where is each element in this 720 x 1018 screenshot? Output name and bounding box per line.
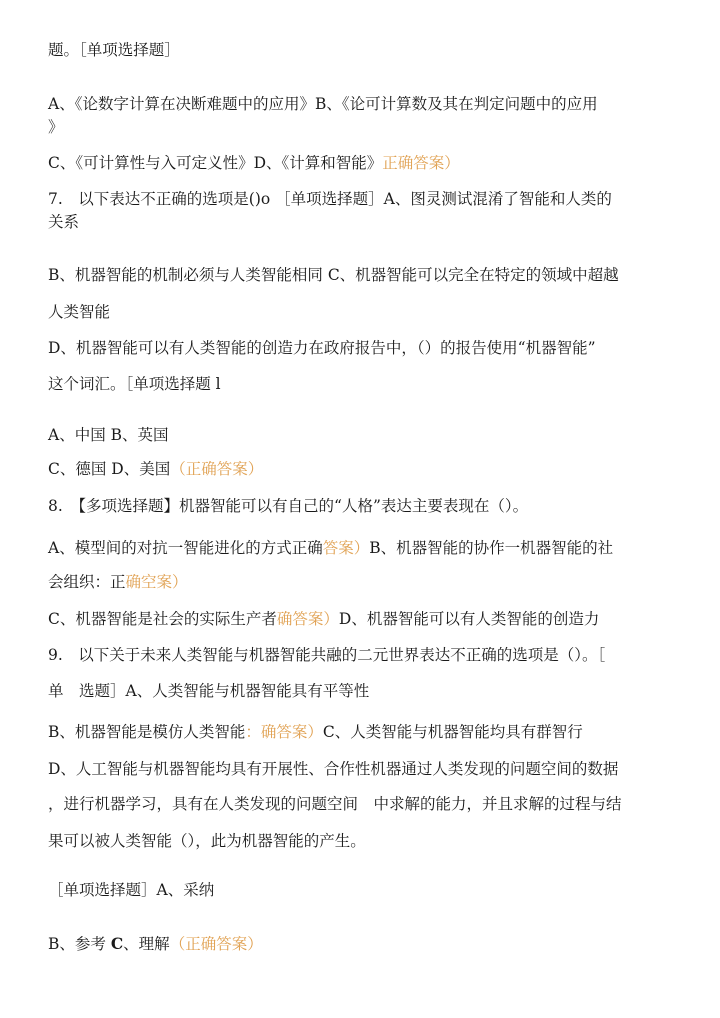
- line-9: D、机器智能可以有人类智能的创造力在政府报告中，（）的报告使用“机器智能”: [48, 339, 596, 357]
- line-11: A、中国 B、英国: [48, 426, 169, 444]
- line-16: [48, 609, 599, 629]
- line-6: 关系: [48, 213, 80, 231]
- line-8: 人类智能: [48, 303, 111, 321]
- line-4: [48, 153, 460, 173]
- correct-answer-mark: （正确答案）: [169, 935, 263, 953]
- option-text: C、人类智能与机器智能均具有群智行: [322, 723, 583, 741]
- correct-answer-mark: ：确答案）: [245, 723, 323, 741]
- line-3: 》: [48, 118, 64, 136]
- line-18: 单 选题］A、人类智能与机器智能具有平等性: [48, 682, 370, 700]
- question-8: 8. 【多项选择题】机器智能可以有自己的“人格”表达主要表现在（）。: [48, 497, 529, 515]
- line-12: [48, 459, 263, 479]
- correct-answer-mark: 确空案）: [125, 573, 188, 591]
- option-text: B、参考: [48, 935, 106, 953]
- option-text: B、机器智能的协作一机器智能的社: [369, 539, 614, 557]
- correct-answer-mark: 答案）: [322, 539, 370, 557]
- line-2: A、《论数字计算在决断难题中的应用》B、《论可计算数及其在判定问题中的应用: [48, 95, 598, 113]
- correct-answer-mark: （正确答案）: [170, 460, 264, 478]
- option-letter: C: [110, 934, 124, 953]
- option-text: A、模型间的对抗一智能进化的方式正确: [48, 539, 323, 557]
- line-1: 题。［单项选择题］: [48, 41, 180, 59]
- line-20: D、人工智能与机器智能均具有开展性、合作性机器通过人类发现的问题空间的数据: [48, 760, 619, 778]
- line-19: [48, 722, 583, 742]
- option-text: C、《可计算性与入可定义性》D、《计算和智能》: [48, 154, 383, 172]
- line-10: 这个词汇。［单项选择题 l: [48, 375, 221, 393]
- line-15: [48, 572, 188, 592]
- option-text: 会组织：正: [48, 573, 126, 591]
- option-text: 、理解: [123, 935, 170, 953]
- question-7: 7. 以下表达不正确的选项是()o ［单项选择题］A、图灵测试混淆了智能和人类的: [48, 190, 612, 208]
- line-23: ［单项选择题］A、采纳: [48, 881, 215, 899]
- option-text: D、机器智能可以有人类智能的创造力: [338, 610, 600, 628]
- question-9: 9. 以下关于未来人类智能与机器智能共融的二元世界表达不正确的选项是（）。［: [48, 646, 606, 664]
- option-text: B、机器智能是模仿人类智能: [48, 723, 246, 741]
- line-22: 果可以被人类智能（），此为机器智能的产生。: [48, 832, 366, 850]
- option-text: C、机器智能是社会的实际生产者: [48, 610, 277, 628]
- line-24: [48, 934, 263, 954]
- option-text: C、德国 D、美国: [48, 460, 171, 478]
- line-21: ，进行机器学习，具有在人类发现的问题空间 中求解的能力，并且求解的过程与结: [48, 795, 622, 813]
- correct-answer-mark: 正确答案）: [382, 154, 460, 172]
- line-14: [48, 538, 613, 558]
- line-7: B、机器智能的机制必须与人类智能相同 C、机器智能可以完全在特定的领域中超越: [48, 266, 619, 284]
- correct-answer-mark: 确答案）: [276, 610, 339, 628]
